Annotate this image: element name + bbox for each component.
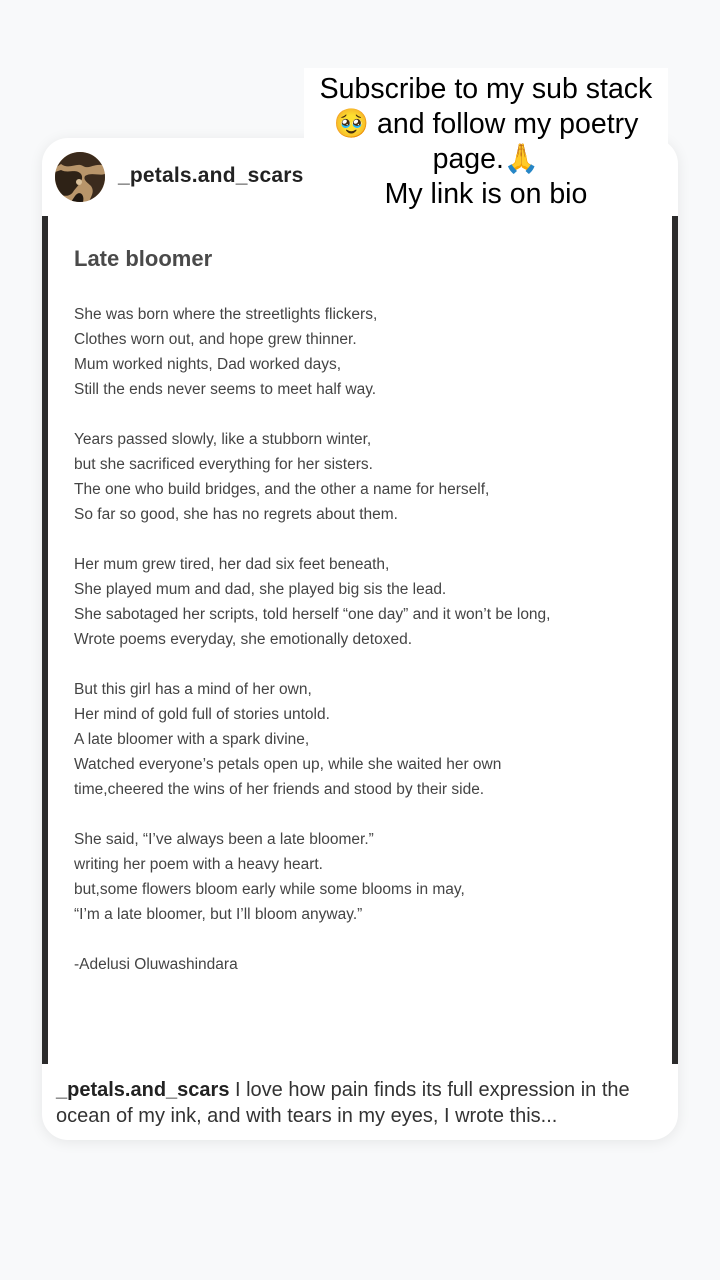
poem-stanza-1	[74, 302, 664, 402]
poem-line: Years passed slowly, like a stubborn winter,	[74, 431, 372, 448]
poem-line: The one who build bridges, and the other a name for herself,	[74, 481, 490, 498]
poem-line: She said, “I’ve always been a late bloomer.”	[74, 831, 374, 848]
poem-stanza-3	[74, 552, 664, 652]
poem-line: So far so good, she has no regrets about them.	[74, 506, 398, 523]
poem-line: Her mind of gold full of stories untold.	[74, 706, 330, 723]
overlay-line: Subscribe to my sub stack	[319, 73, 653, 105]
overlay-line: page.🙏	[432, 143, 540, 175]
promo-overlay	[304, 68, 668, 220]
avatar-image	[55, 152, 105, 202]
poem-line: writing her poem with a heavy heart.	[74, 856, 323, 873]
poem-stanza-4	[74, 677, 664, 802]
poem-stanza-5	[74, 827, 664, 927]
post-card	[42, 138, 678, 1140]
poem-title: Late bloomer	[74, 246, 213, 271]
post-caption[interactable]	[56, 1077, 666, 1129]
poem-body	[74, 302, 664, 977]
overlay-line: My link is on bio	[384, 178, 588, 210]
poem-line: “I’m a late bloomer, but I’ll bloom anyway.”	[74, 906, 363, 923]
poem-line: Wrote poems everyday, she emotionally detoxed.	[74, 631, 413, 648]
poem-line: Clothes worn out, and hope grew thinner.	[74, 331, 357, 348]
poem-line: A late bloomer with a spark divine,	[74, 731, 310, 748]
poem-line: time,cheered the wins of her friends and stood by their side.	[74, 781, 485, 798]
poem-line: She played mum and dad, she played big sis the lead.	[74, 581, 447, 598]
poem-line: Her mum grew tired, her dad six feet beneath,	[74, 556, 390, 573]
poem-line: Mum worked nights, Dad worked days,	[74, 356, 342, 373]
poem-stanza-2	[74, 427, 664, 527]
caption-text: I love how pain finds its full expression in the ocean of my ink, and with tears in my eyes, I wrote this...	[56, 1079, 630, 1127]
poem-line: but she sacrificed everything for her sisters.	[74, 456, 373, 473]
poem-line: She sabotaged her scripts, told herself “one day” and it won’t be long,	[74, 606, 551, 623]
poem-line: Still the ends never seems to meet half way.	[74, 381, 377, 398]
post-username[interactable]: _petals.and_scars	[118, 164, 304, 187]
poem-line: But this girl has a mind of her own,	[74, 681, 312, 698]
poem-line: She was born where the streetlights flickers,	[74, 306, 378, 323]
poem-author: -Adelusi Oluwashindara	[74, 956, 238, 973]
poem-image	[42, 216, 678, 1064]
poem-line: Watched everyone’s petals open up, while she waited her own	[74, 756, 502, 773]
overlay-line: 🥹 and follow my poetry	[333, 108, 639, 140]
poem-line: but,some flowers bloom early while some blooms in may,	[74, 881, 465, 898]
caption-username[interactable]: _petals.and_scars	[56, 1079, 230, 1101]
avatar[interactable]	[55, 152, 105, 202]
